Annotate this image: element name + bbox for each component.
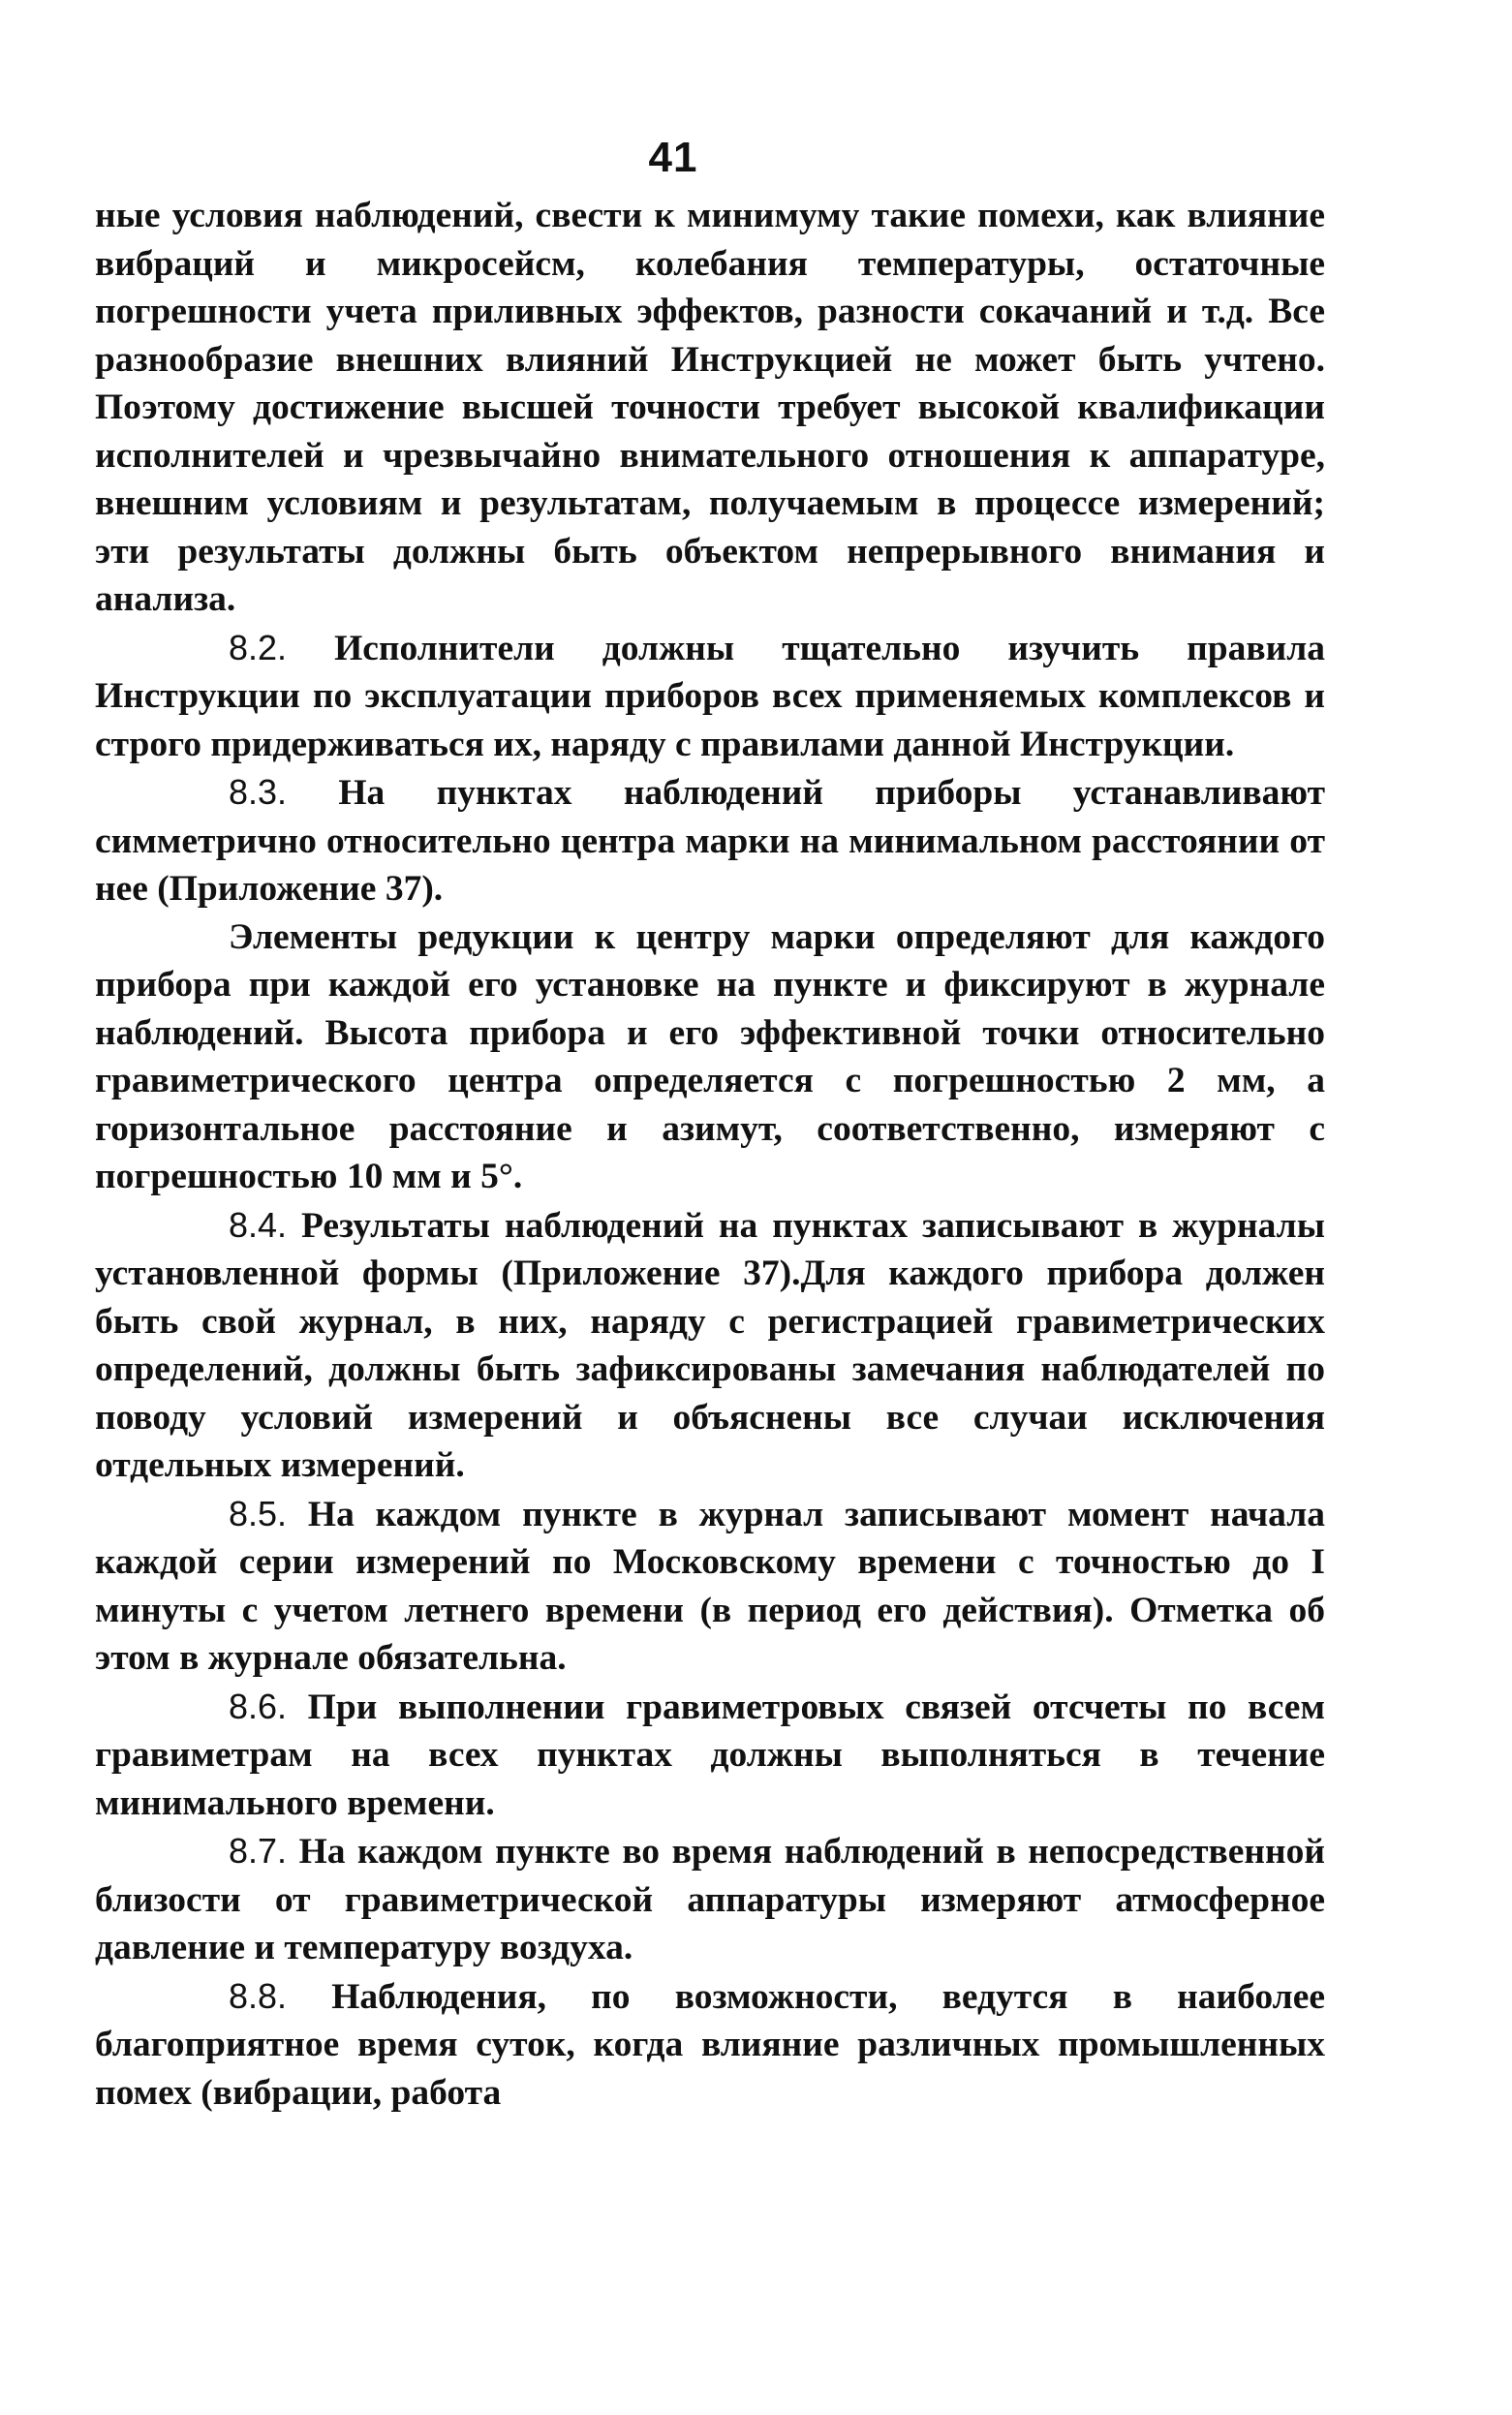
paragraph-text: ные условия наблюдений, свести к минимуму такие помехи, как влияние вибраций и микросейсм, колебания температуры, остаточные погрешности учета приливных эффектов, разности сокачаний и т.д. Все разнообразие внешних влияний Инструкцией не может быть учтено. Поэтому достижение высшей точности требует высокой квалификации исполнителей и чрезвычайно внимательного отношения к аппаратуре, внешним условиям и результатам, получаемым в процессе измерений; эти результаты должны быть объектом непрерывного внимания и анализа. [95,196,1325,619]
page-number: 41 [648,134,698,181]
paragraph-text: Наблюдения, по возможности, ведутся в наиболее благоприятное время суток, когда влияние различных промышленных помех (вибрации, работа [95,1976,1325,2113]
paragraph-8-7 [95,1827,1325,1972]
paragraph-text: Результаты наблюдений на пунктах записывают в журналы установленной формы (Приложение 37).Для каждого прибора должен быть свой журнал, в них, наряду с регистрацией гравиметрических определений, должны быть зафиксированы замечания наблюдателей по поводу условий измерений и объяснены все случаи исключения отдельных измерений. [95,1205,1325,1485]
paragraph-8-2 [95,624,1325,769]
paragraph-text: Исполнители должны тщательно изучить правила Инструкции по эксплуатации приборов всех применяемых комплексов и строго придерживаться их, наряду с правилами данной Инструкции. [95,628,1325,764]
paragraph-8-3-reduction [95,913,1325,1201]
paragraph-8-3 [95,768,1325,913]
paragraph-8-5 [95,1490,1325,1683]
paragraph-continuation [95,192,1325,624]
paragraph-text: При выполнении гравиметровых связей отсчеты по всем гравиметрам на всех пунктах должны выполняться в течение минимального времени. [95,1687,1325,1823]
paragraph-8-8 [95,1972,1325,2118]
paragraph-text: На каждом пункте в журнал записывают момент начала каждой серии измерений по Московскому времени с точностью до I минуты с учетом летнего времени (в период его действия). Отметка об этом в журнале обязательна. [95,1494,1325,1678]
paragraph-text: Элементы редукции к центру марки определяют для каждого прибора при каждой его установке на пункте и фиксируют в журнале наблюдений. Высота прибора и его эффективной точки относительно гравиметрического центра определяется с погрешностью 2 мм, а горизонтальное расстояние и азимут, соответственно, измеряют с погрешностью 10 мм и 5°. [95,916,1325,1196]
section-number: 8.8. [229,1975,288,2016]
paragraph-text: На каждом пункте во время наблюдений в непосредственной близости от гравиметрической аппаратуры измеряют атмосферное давление и температуру воздуха. [95,1832,1325,1967]
section-number: 8.6. [229,1686,288,1726]
section-number: 8.3. [229,772,288,812]
paragraph-8-6 [95,1683,1325,1828]
section-number: 8.4. [229,1204,288,1245]
paragraph-8-4 [95,1201,1325,1490]
section-number: 8.2. [229,627,288,667]
section-number: 8.7. [229,1831,288,1871]
section-number: 8.5. [229,1493,288,1533]
document-body [95,192,1325,2117]
paragraph-text: На пунктах наблюдений приборы устанавливают симметрично относительно центра марки на минимальном расстоянии от нее (Приложение 37). [95,773,1325,909]
